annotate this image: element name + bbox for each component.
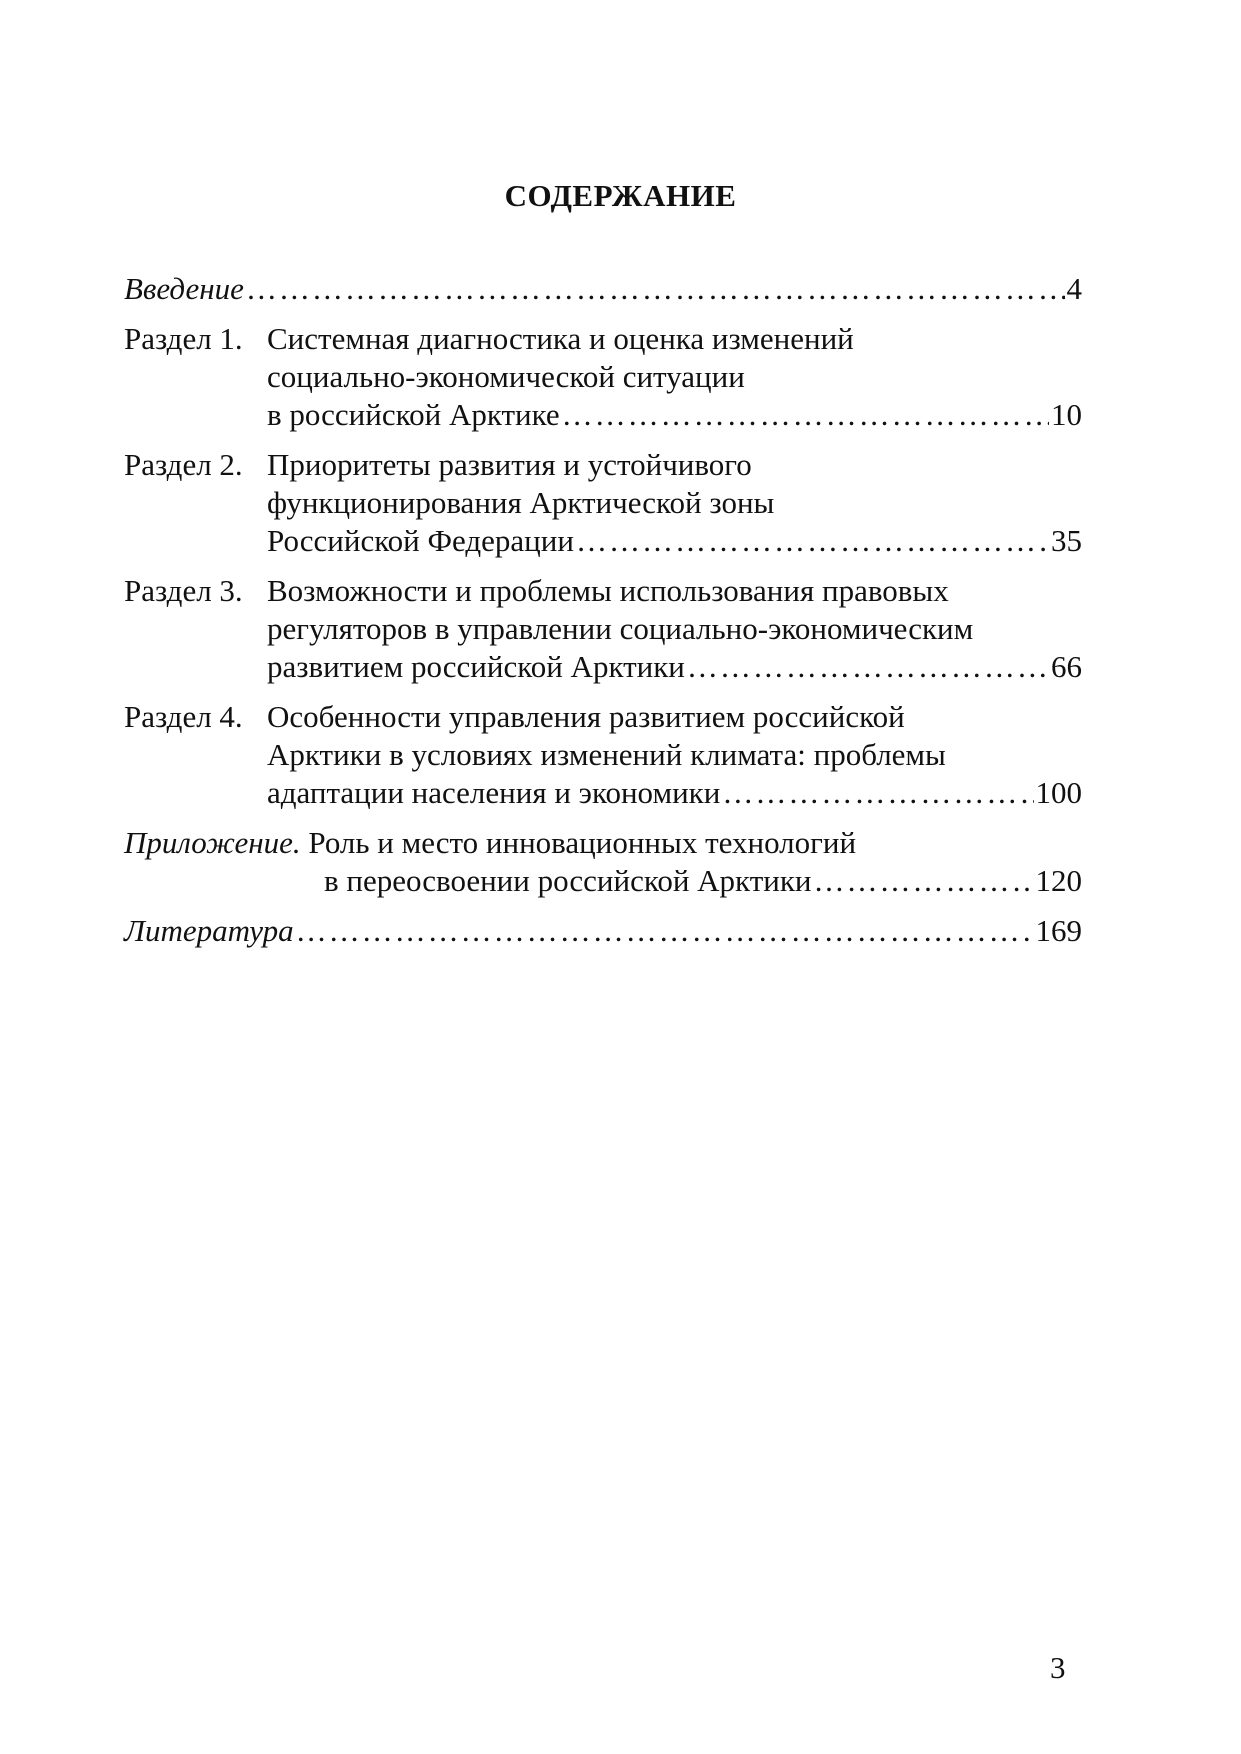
toc-leader-dots [687,648,1049,686]
toc-entry-literature[interactable] [124,912,1082,950]
toc-line [124,572,1082,610]
toc-entry-text: Роль и место инновационных технологий [308,825,857,860]
toc-page-number: 169 [1035,913,1082,948]
toc-line [124,320,1082,358]
toc-entry-text: Приоритеты развития и устойчивого [267,447,752,482]
toc-page-number: 120 [1035,863,1082,898]
toc-line [124,698,1082,736]
toc-leader-dots [246,270,1065,308]
toc-entry-text: Арктики в условиях изменений климата: проблемы [267,737,946,772]
toc-entry-section-1[interactable] [124,320,1082,434]
toc-entry-section-3[interactable] [124,572,1082,686]
toc-line [124,358,1082,396]
toc-page-number: 35 [1051,523,1082,558]
toc-entry-appendix[interactable] [124,824,1082,900]
toc-entry-text: Российской Федерации [267,523,574,558]
toc-leader-dots [576,522,1049,560]
toc-leader-dots [722,774,1033,812]
toc-entry-label: Введение [124,271,244,306]
toc-line [124,396,1082,434]
toc-entry-label: Литература [124,913,294,948]
toc-page-number: 66 [1051,649,1082,684]
toc-line [124,736,1082,774]
toc-line [124,648,1082,686]
toc-entry-text: в переосвоении российской Арктики [324,863,812,898]
toc-leader-dots [562,396,1049,434]
toc-line [124,824,1082,862]
toc-section-prefix: Раздел 2. [124,447,243,482]
toc-line [124,774,1082,812]
toc-line [124,912,1082,950]
toc-page-number: 4 [1066,271,1082,306]
toc-entry-text: адаптации населения и экономики [267,775,721,810]
toc-entry-text: в российской Арктике [267,397,560,432]
toc-entry-text: функционирования Арктической зоны [267,485,775,520]
toc-entry-section-2[interactable] [124,446,1082,560]
toc-entry-text: Возможности и проблемы использования правовых [267,573,949,608]
toc-section-prefix: Раздел 4. [124,699,243,734]
toc-line [124,446,1082,484]
toc-entry-text: регуляторов в управлении социально-экономическим [267,611,974,646]
toc-line [124,270,1082,308]
toc-line [124,484,1082,522]
toc-leader-dots [814,862,1034,900]
toc-page-number: 100 [1035,775,1082,810]
toc-leader-dots [296,912,1034,950]
toc-line [124,862,1082,900]
toc-line [124,522,1082,560]
toc-section-prefix: Раздел 1. [124,321,243,356]
toc-section-prefix: Раздел 3. [124,573,243,608]
toc-line [124,610,1082,648]
page-title: СОДЕРЖАНИЕ [504,178,737,213]
toc-entry-text: развитием российской Арктики [267,649,685,684]
page-number: 3 [1050,1650,1066,1685]
toc-entry-text: социально-экономической ситуации [267,359,745,394]
toc-entry-introduction[interactable] [124,270,1082,308]
table-of-contents [124,270,1082,962]
toc-entry-text: Особенности управления развитием российской [267,699,905,734]
toc-entry-section-4[interactable] [124,698,1082,812]
toc-entry-text: Системная диагностика и оценка изменений [267,321,854,356]
toc-entry-label: Приложение. [124,825,301,860]
toc-page-number: 10 [1051,397,1082,432]
